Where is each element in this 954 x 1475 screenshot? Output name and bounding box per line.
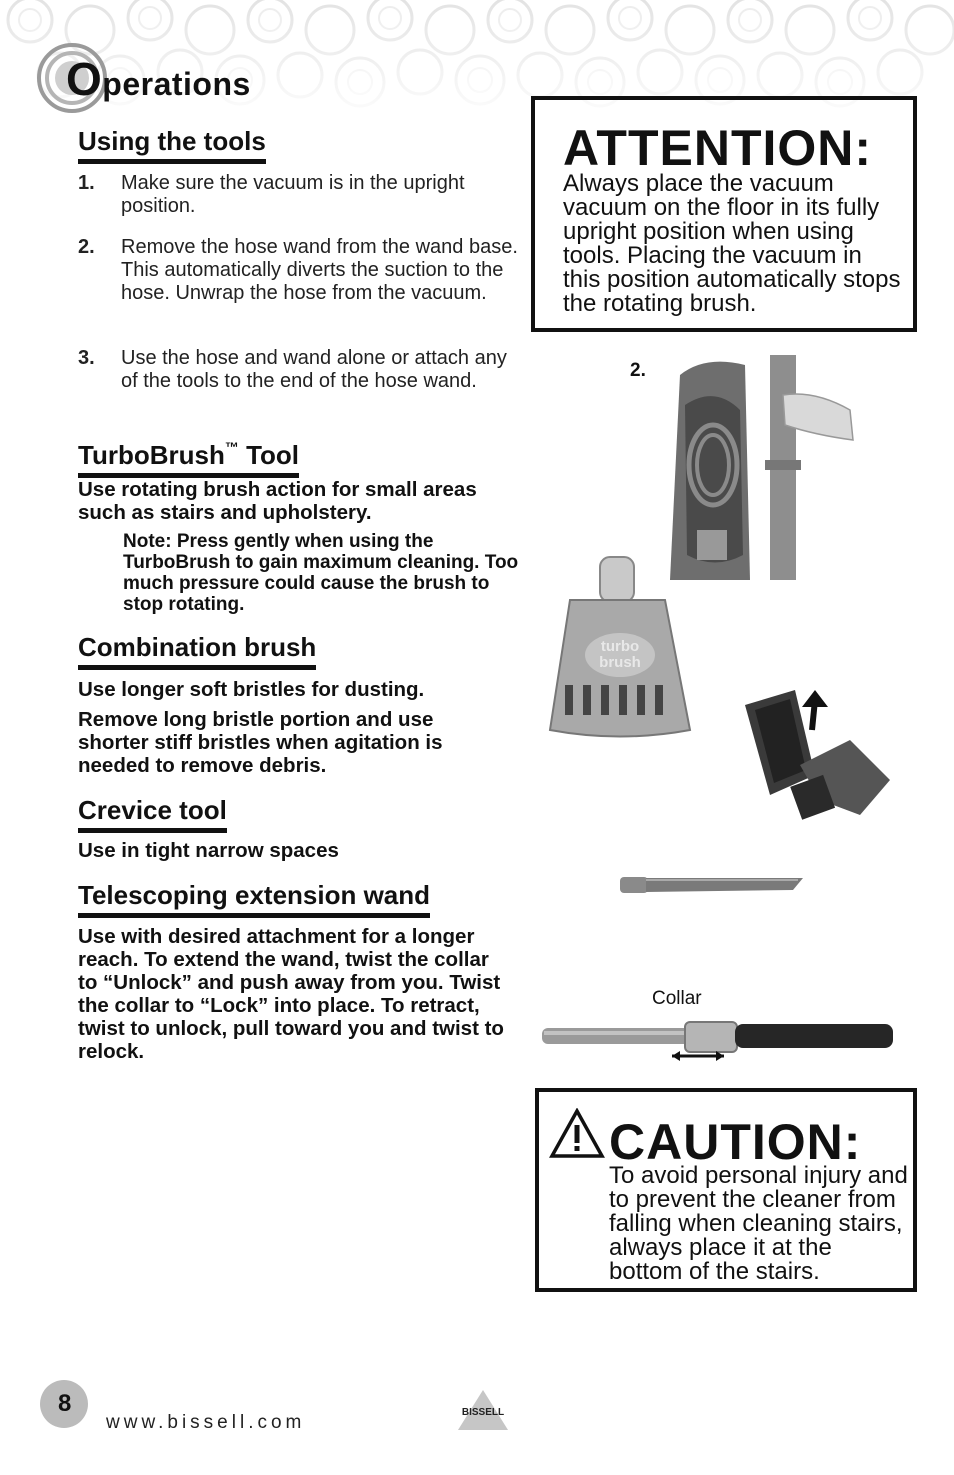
crevice-tool-text: Use in tight narrow spaces <box>78 839 339 862</box>
step-2 <box>78 236 528 305</box>
turbobrush-image <box>545 555 695 745</box>
footer-url: www.bissell.com <box>106 1412 306 1433</box>
trademark-symbol: ™ <box>224 439 239 455</box>
turbobrush-text: Use rotating brush action for small areas such as stairs and upholstery. <box>78 478 477 524</box>
caution-box <box>535 1088 917 1292</box>
turbobrush-heading-wrap <box>78 432 528 478</box>
page-number: 8 <box>58 1390 72 1417</box>
turbobrush-note: Note: Press gently when using the TurboBrush to gain maximum cleaning. Too much pressure could cause the brush to stop rotating. <box>123 531 519 615</box>
combination-brush-text-1: Use longer soft bristles for dusting. <box>78 678 425 701</box>
figure-step-label: 2. <box>630 360 646 381</box>
combination-brush-heading-wrap <box>78 632 528 670</box>
turbobrush-heading-name: TurboBrush <box>78 440 225 470</box>
crevice-tool-heading-wrap <box>78 795 528 833</box>
step-text: Remove the hose wand from the wand base. This automatically diverts the suction to the hose. Unwrap the hose from the vacuum. <box>121 236 518 304</box>
turbobrush-logo-line2: brush <box>599 654 641 671</box>
step-text: Make sure the vacuum is in the upright position. <box>121 172 465 217</box>
using-tools-heading-wrap <box>78 126 528 164</box>
step-number: 2. <box>78 236 95 258</box>
extension-wand-image <box>540 1018 896 1068</box>
combination-brush-heading: Combination brush <box>78 632 316 670</box>
step-number: 3. <box>78 347 95 369</box>
step-number: 1. <box>78 172 95 194</box>
combination-brush-text-2: Remove long bristle portion and use shorter stiff bristles when agitation is needed to remove debris. <box>78 708 443 777</box>
turbobrush-heading <box>78 432 299 478</box>
extension-wand-heading-wrap <box>78 880 528 918</box>
step-3 <box>78 347 528 393</box>
extension-wand-heading: Telescoping extension wand <box>78 880 430 918</box>
caution-text: To avoid personal injury and to prevent the cleaner from falling when cleaning stairs, always place it at the bottom of the stairs. <box>609 1162 908 1285</box>
extension-wand-text: Use with desired attachment for a longer reach. To extend the wand, twist the collar to “Unlock” and push away from you. Twist the collar to “Lock” into place. To retract, twist to unlock, pull toward you and twist to relock. <box>78 925 504 1063</box>
bissell-logo-text: BISSELL <box>461 1407 505 1418</box>
attention-text: Always place the vacuum vacuum on the floor in its fully upright position when using tools. Placing the vacuum in this position automatically stops the rotating brush. <box>563 170 901 317</box>
combination-brush-image <box>740 685 900 830</box>
page-title-initial: O <box>66 53 103 105</box>
crevice-tool-image <box>618 870 808 905</box>
turbobrush-logo-line1: turbo <box>600 638 640 655</box>
crevice-tool-heading: Crevice tool <box>78 795 227 833</box>
warning-triangle-icon <box>549 1108 605 1160</box>
using-tools-heading: Using the tools <box>78 126 266 164</box>
collar-label: Collar <box>652 988 702 1009</box>
vacuum-hose-wand-image <box>665 355 855 585</box>
page-title-rest: perations <box>102 66 251 102</box>
attention-title: ATTENTION: <box>563 120 873 176</box>
step-text: Use the hose and wand alone or attach any of the tools to the end of the hose wand. <box>121 347 507 392</box>
step-1 <box>78 172 528 218</box>
caution-title: CAUTION: <box>609 1114 862 1170</box>
turbobrush-heading-suffix: Tool <box>238 440 300 470</box>
attention-box <box>531 96 917 332</box>
page-title <box>66 52 251 106</box>
